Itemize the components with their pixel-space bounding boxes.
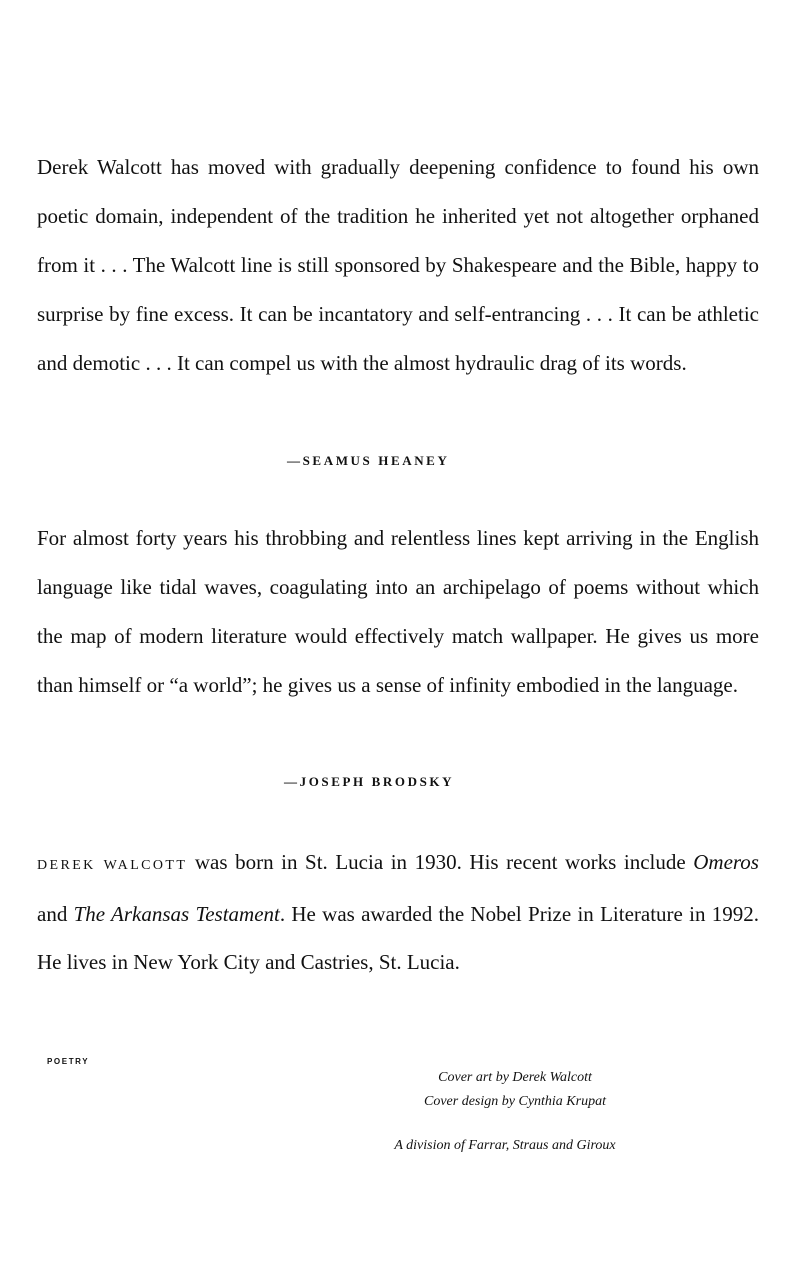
cover-design-credit: Cover design by Cynthia Krupat [424,1094,606,1109]
bio-text-3: . He was awarded the Nobel Prize in Literature in 1992. He lives in New York City and Castries, St. Lucia. [37,902,759,974]
quote-brodsky: For almost forty years his throbbing and relentless lines kept arriving in the English language like tidal waves, coagulating into an archipelago of poems without which the map of modern literature would effectively match wallpaper. He gives us more than himself or “a world”; he gives us a sense of infinity embodied in the language. [37,526,759,697]
bio-text-1: was born in St. Lucia in 1930. His recent works include [187,850,694,874]
book-title-omeros: Omeros [693,850,759,874]
author-name: DEREK WALCOTT [37,858,188,873]
bio-text-2: and [37,902,74,926]
publisher-division: A division of Farrar, Straus and Giroux [394,1138,616,1153]
book-title-arkansas: The Arkansas Testament [73,902,280,926]
cover-credits [360,1066,670,1114]
quote-heaney: Derek Walcott has moved with gradually deepening confidence to found his own poetic domain, independent of the tradition he inherited yet not altogether orphaned from it . . . The Walcott line is still sponsored by Shakespeare and the Bible, happy to surprise by fine excess. It can be incantatory and self-entrancing . . . It can be athletic and demotic . . . It can compel us with the almost hydraulic drag of its words. [37,155,759,375]
attribution-brodsky: —JOSEPH BRODSKY [284,774,455,789]
attribution-heaney: —SEAMUS HEANEY [287,453,450,468]
category-label: POETRY [47,1057,90,1066]
cover-art-credit: Cover art by Derek Walcott [438,1070,592,1085]
author-bio [37,838,759,986]
